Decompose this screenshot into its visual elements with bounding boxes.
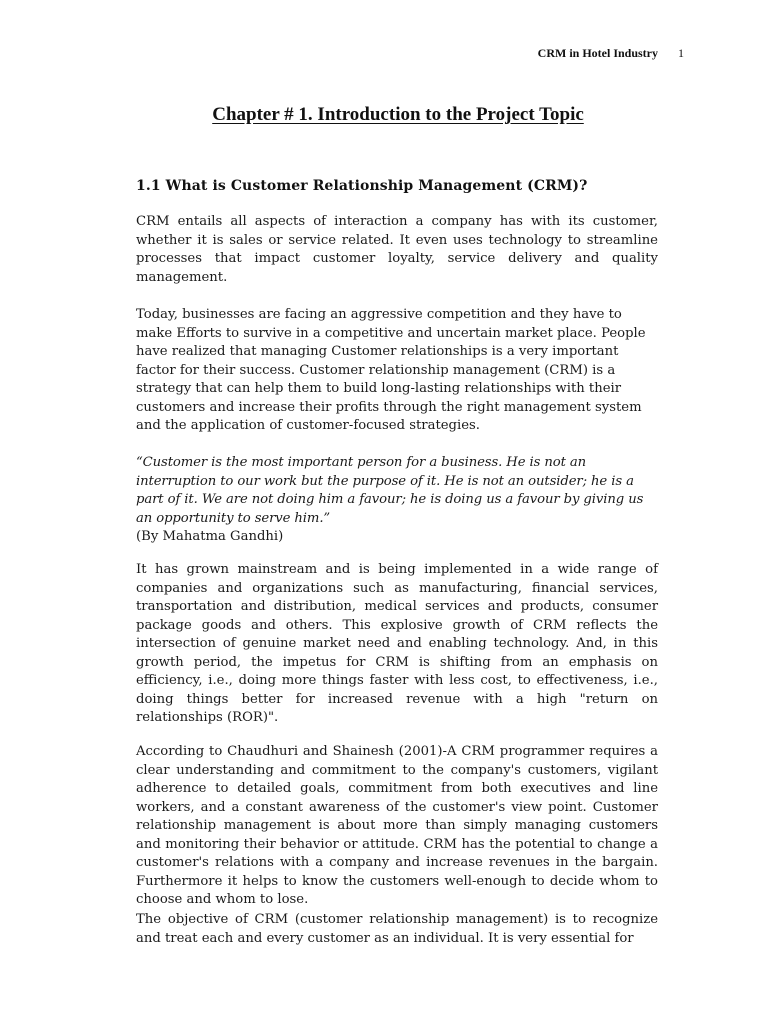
paragraph-crm-growth: It has grown mainstream and is being implemented in a wide range of companies and organizations such as manufacturing, financial services, transportation and distribution, medical services and products, consumer package goods and others. This explosive growth of CRM reflects the intersection of genuine market need and enabling technology. And, in this growth period, the impetus for CRM is shifting from an emphasis on efficiency, i.e., doing more things faster with less cost, to effectiveness, i.e., doing things better for increased revenue with a high "return on relationships (ROR)". bbox=[136, 562, 658, 725]
page-number: 1 bbox=[678, 46, 684, 60]
running-header bbox=[537, 46, 684, 61]
paragraph-business-competition: Today, businesses are facing an aggressive competition and they have to make Efforts to survive in a competitive and uncertain market place. People have realized that managing Customer relationships is a very important factor for their success. Customer relationship management (CRM) is a strategy that can help them to build long-lasting relationships with their customers and increase their profits through the right management system and the application of customer-focused strategies. bbox=[136, 307, 646, 433]
chapter-title: Chapter # 1. Introduction to the Project Topic bbox=[212, 104, 584, 125]
paragraph-crm-objective: The objective of CRM (customer relationship management) is to recognize and treat each and every customer as an individual. It is very essential for bbox=[136, 912, 658, 946]
section-heading: 1.1 What is Customer Relationship Management (CRM)? bbox=[136, 178, 588, 194]
paragraph-chaudhuri-shainesh: According to Chaudhuri and Shainesh (2001)-A CRM programmer requires a clear understanding and commitment to the company's customers, vigilant adherence to detailed goals, commitment from both executives and line workers, and a constant awareness of the customer's view point. Customer relationship management is about more than simply managing customers and monitoring their behavior or attitude. CRM has the potential to change a customer's relations with a company and increase revenues in the bargain. Furthermore it helps to know the customers well-enough to decide whom to choose and whom to lose. bbox=[136, 744, 658, 907]
gandhi-quote: “Customer is the most important person for a business. He is not an interruption to our work but the purpose of it. He is not an outsider; he is a part of it. We are not doing him a favour; he is doing us a favour by giving us an opportunity to serve him.” bbox=[136, 455, 644, 526]
running-header-title: CRM in Hotel Industry bbox=[537, 46, 658, 60]
paragraph-crm-definition: CRM entails all aspects of interaction a company has with its customer, whether it is sales or service related. It even uses technology to streamline processes that impact customer loyalty, service delivery and quality management. bbox=[136, 214, 658, 285]
quote-attribution: (By Mahatma Gandhi) bbox=[136, 529, 284, 544]
